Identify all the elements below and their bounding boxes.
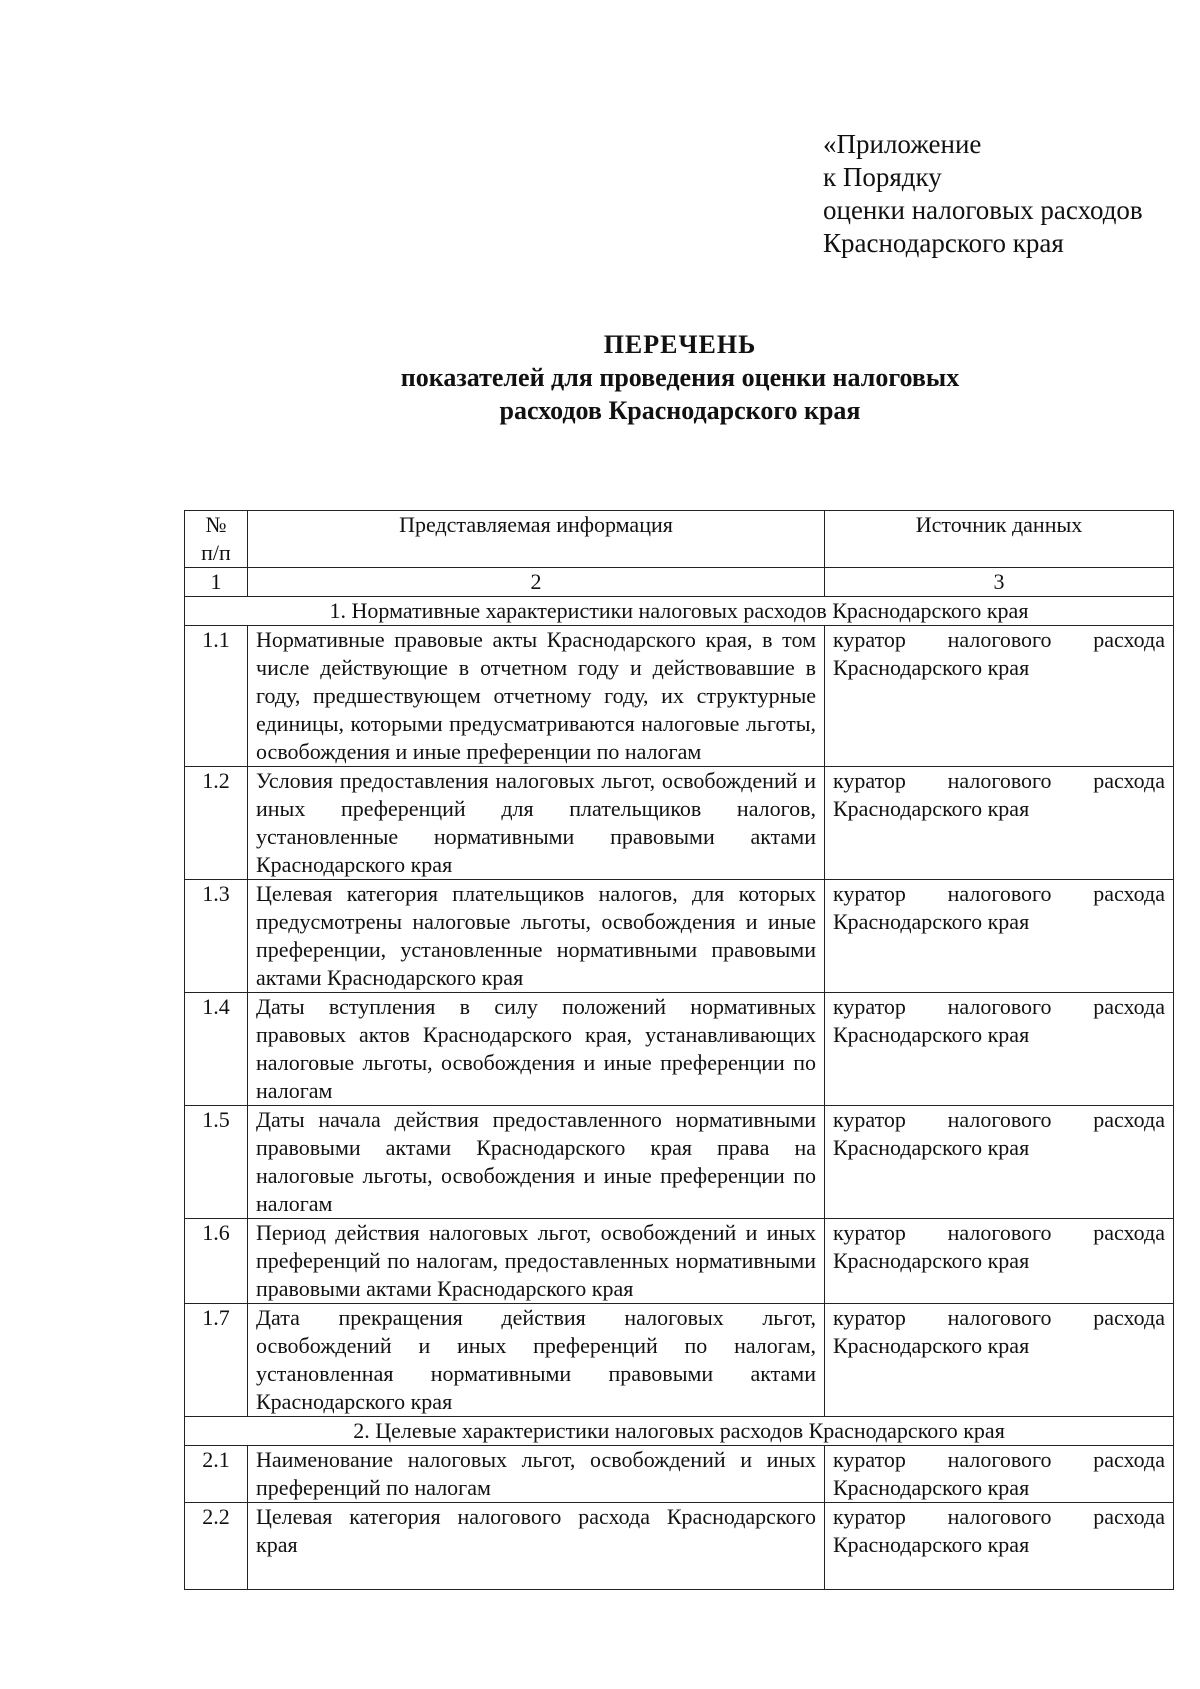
appendix-block (823, 128, 1143, 260)
row-source: куратор налогового расхода Краснодарского края (825, 1304, 1174, 1417)
appendix-line: оценки налоговых расходов (823, 195, 1143, 225)
col-number: 1 (185, 568, 248, 597)
row-number: 1.6 (185, 1219, 248, 1304)
header-info: Представляемая информация (248, 511, 825, 568)
table-header-row (185, 511, 1174, 568)
col-number: 3 (825, 568, 1174, 597)
row-number: 1.1 (185, 626, 248, 767)
appendix-line: Краснодарского края (823, 228, 1064, 258)
indicators-table (184, 510, 1174, 1590)
row-info: Целевая категория плательщиков налогов, для которых предусмотрены налоговые льготы, освобождения и иные преференции, установленные нормативными правовыми актами Краснодарского края (248, 880, 825, 993)
table-row (185, 1304, 1174, 1417)
table-row (185, 1219, 1174, 1304)
col-number: 2 (248, 568, 825, 597)
row-info: Нормативные правовые акты Краснодарского края, в том числе действующие в отчетном году и действовавшие в году, предшествующем отчетному году, их структурные единицы, которыми предусматриваются налоговые льготы, освобождения и иные преференции по налогам (248, 626, 825, 767)
table-row (185, 880, 1174, 993)
section-title: 2. Целевые характеристики налоговых расходов Краснодарского края (185, 1417, 1174, 1446)
row-info: Даты вступления в силу положений нормативных правовых актов Краснодарского края, устанавливающих налоговые льготы, освобождения и иные преференции по налогам (248, 993, 825, 1106)
row-source: куратор налогового расхода Краснодарского края (825, 767, 1174, 880)
row-info: Период действия налоговых льгот, освобождений и иных преференций по налогам, предоставленных нормативными правовыми актами Краснодарского края (248, 1219, 825, 1304)
row-source: куратор налогового расхода Краснодарского края (825, 1446, 1174, 1503)
table-row (185, 626, 1174, 767)
title-line-1: ПЕРЕЧЕНЬ (603, 330, 757, 359)
row-info: Даты начала действия предоставленного нормативными правовыми актами Краснодарского края права на налоговые льготы, освобождения и иные преференции по налогам (248, 1106, 825, 1219)
header-source: Источник данных (825, 511, 1174, 568)
section-title: 1. Нормативные характеристики налоговых расходов Краснодарского края (185, 597, 1174, 626)
row-number: 1.4 (185, 993, 248, 1106)
row-info: Целевая категория налогового расхода Краснодарского края (248, 1503, 825, 1590)
row-number: 2.1 (185, 1446, 248, 1503)
header-num-line1: № (205, 512, 227, 537)
row-source: куратор налогового расхода Краснодарского края (825, 1106, 1174, 1219)
table-row (185, 993, 1174, 1106)
row-number: 1.5 (185, 1106, 248, 1219)
header-num-line2: п/п (201, 540, 231, 565)
row-info: Наименование налоговых льгот, освобождений и иных преференций по налогам (248, 1446, 825, 1503)
row-source: куратор налогового расхода Краснодарского края (825, 626, 1174, 767)
column-numbers-row (185, 568, 1174, 597)
row-source: куратор налогового расхода Краснодарского края (825, 1503, 1174, 1590)
appendix-line: «Приложение (823, 129, 982, 159)
title-line-3: расходов Краснодарского края (499, 396, 861, 425)
table-row (185, 1106, 1174, 1219)
section-row (185, 1417, 1174, 1446)
row-number: 1.7 (185, 1304, 248, 1417)
row-number: 1.2 (185, 767, 248, 880)
row-source: куратор налогового расхода Краснодарского края (825, 880, 1174, 993)
section-row (185, 597, 1174, 626)
row-source: куратор налогового расхода Краснодарского края (825, 1219, 1174, 1304)
row-info: Дата прекращения действия налоговых льгот, освобождений и иных преференций по налогам, установленная нормативными правовыми актами Краснодарского края (248, 1304, 825, 1417)
appendix-line: к Порядку (823, 162, 942, 192)
row-number: 1.3 (185, 880, 248, 993)
table-row (185, 1446, 1174, 1503)
row-info: Условия предоставления налоговых льгот, освобождений и иных преференций для плательщиков налогов, установленные нормативными правовыми актами Краснодарского края (248, 767, 825, 880)
header-num (185, 511, 248, 568)
table-row (185, 767, 1174, 880)
document-title (0, 328, 1200, 427)
table-row (185, 1503, 1174, 1590)
row-number: 2.2 (185, 1503, 248, 1590)
title-line-2: показателей для проведения оценки налоговых (400, 363, 960, 392)
row-source: куратор налогового расхода Краснодарского края (825, 993, 1174, 1106)
